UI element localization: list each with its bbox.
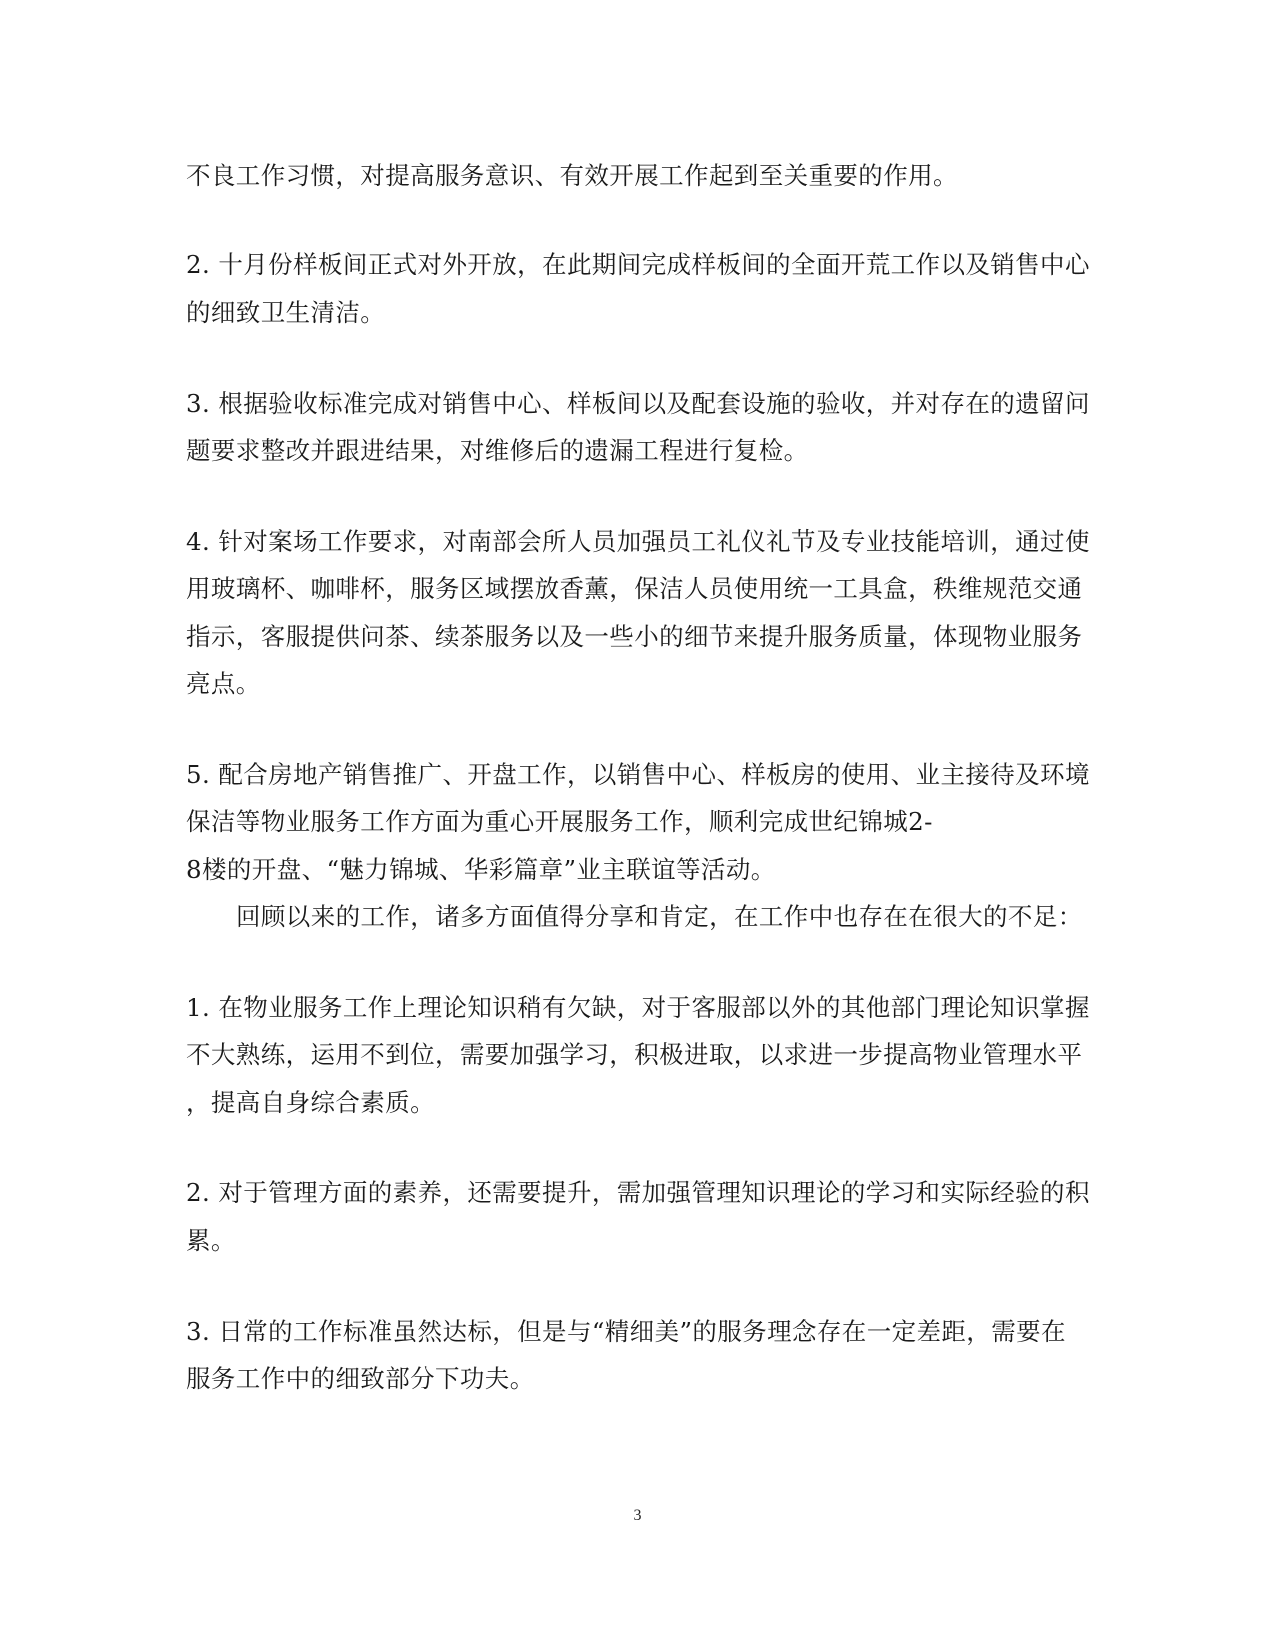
shortcoming-3-line-1: 3. 日常的工作标准虽然达标，但是与“精细美”的服务理念存在一定差距，需要在 <box>186 1317 1066 1346</box>
list-item-3-line-1: 3. 根据验收标准完成对销售中心、样板间以及配套设施的验收，并对存在的遗留问 <box>186 389 1090 418</box>
list-item-2-line-1: 2. 十月份样板间正式对外开放，在此期间完成样板间的全面开荒工作以及销售中心 <box>186 250 1090 279</box>
shortcoming-2-line-2: 累。 <box>186 1226 236 1255</box>
shortcoming-1-line-1: 1. 在物业服务工作上理论知识稍有欠缺，对于客服部以外的其他部门理论知识掌握 <box>186 993 1090 1022</box>
list-item-4-line-3: 指示，客服提供问茶、续茶服务以及一些小的细节来提升服务质量，体现物业服务 <box>186 622 1083 651</box>
list-item-5-line-1: 5. 配合房地产销售推广、开盘工作，以销售中心、样板房的使用、业主接待及环境 <box>186 760 1090 789</box>
list-item-5-line-3: 8楼的开盘、“魅力锦城、华彩篇章”业主联谊等活动。 <box>186 855 776 884</box>
list-item-5-line-2: 保洁等物业服务工作方面为重心开展服务工作，顺利完成世纪锦城2- <box>186 807 933 836</box>
text-line: 不良工作习惯，对提高服务意识、有效开展工作起到至关重要的作用。 <box>186 161 958 190</box>
shortcoming-1-line-3: ，提高自身综合素质。 <box>186 1088 435 1117</box>
shortcoming-1-line-2: 不大熟练，运用不到位，需要加强学习，积极进取，以求进一步提高物业管理水平 <box>186 1040 1083 1069</box>
list-item-4-line-1: 4. 针对案场工作要求，对南部会所人员加强员工礼仪礼节及专业技能培训，通过使 <box>186 527 1090 556</box>
review-paragraph: 回顾以来的工作，诸多方面值得分享和肯定，在工作中也存在在很大的不足： <box>236 902 1083 931</box>
shortcoming-2-line-1: 2. 对于管理方面的素养，还需要提升，需加强管理知识理论的学习和实际经验的积 <box>186 1178 1090 1207</box>
list-item-4-line-4: 亮点。 <box>186 669 261 698</box>
page-number: 3 <box>633 1507 642 1524</box>
list-item-2-line-2: 的细致卫生清洁。 <box>186 298 386 327</box>
list-item-3-line-2: 题要求整改并跟进结果，对维修后的遗漏工程进行复检。 <box>186 436 809 465</box>
shortcoming-3-line-2: 服务工作中的细致部分下功夫。 <box>186 1364 535 1393</box>
list-item-4-line-2: 用玻璃杯、咖啡杯，服务区域摆放香薰，保洁人员使用统一工具盒，秩维规范交通 <box>186 574 1083 603</box>
